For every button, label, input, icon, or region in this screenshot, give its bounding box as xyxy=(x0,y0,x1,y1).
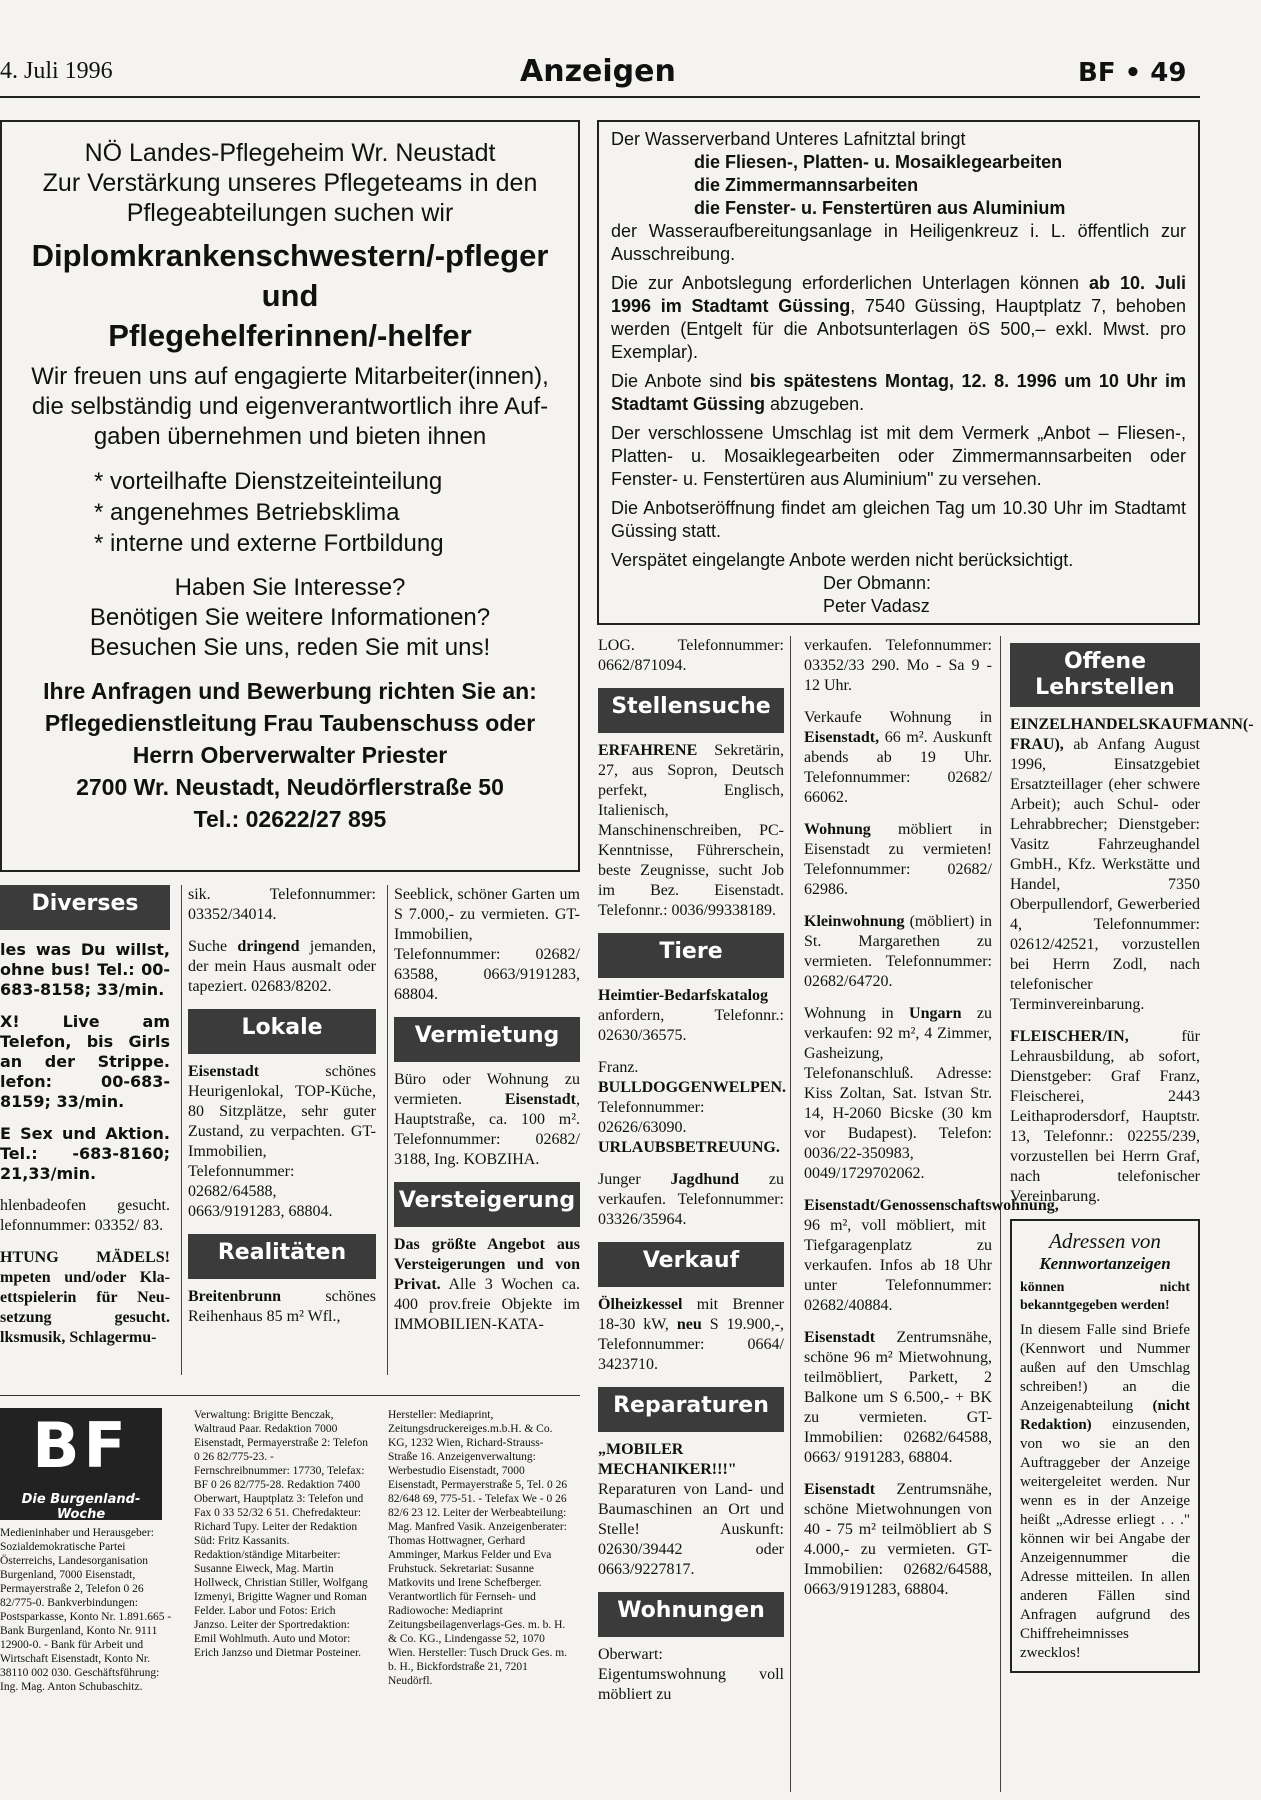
column-separator xyxy=(1000,636,1001,1792)
ad-pflegeheim xyxy=(0,120,580,872)
ad-job-title: und xyxy=(261,278,319,313)
category-band: Offene Lehrstellen xyxy=(1010,643,1200,707)
ad-line: Benötigen Sie weitere Informationen? xyxy=(89,604,491,631)
category-band: Wohnungen xyxy=(598,1592,784,1637)
ad-bullet: * angenehmes Betriebsklima xyxy=(94,499,400,526)
ad-signature: Der Obmann: xyxy=(823,573,932,593)
notice-title: Kennwortanzeigen xyxy=(1039,1254,1171,1273)
category-band: Verkauf xyxy=(598,1242,784,1287)
ad-contact: Tel.: 02622/27 895 xyxy=(193,806,387,832)
imprint-editorial: Verwaltung: Brigitte Benczak, Waltraud Paar. Redaktion 7000 Eisenstadt, Permayerstraße 2: Telefon 0 26 82/775-23. - Fernschreibnummer: 17730, Telefax: BF 0 26 82/775-28. Redaktion 7400 Oberwart, Hauptplatz 3: Telefon und Fax 0 33 52/32 6 51. Chefredakteur: Richard Tupy. Leiter der Redaktion Süd: Fritz Kassanits. Redaktion/ständige Mitarbeiter: Susanne Eiweck, Mag. Martin Hollweck, Christian Stiller, Wolfgang Izmenyi, Brigitte Wagner und Roman Felder. Labor und Fotos: Erich Janzso. Leiter der Sportredaktion: Emil Wohlmuth. Auto und Motor: Erich Janzso und Dietmar Posteiner. xyxy=(194,1409,368,1659)
ad-paragraph: Der verschlossene Umschlag ist mit dem Vermerk „Anbot – Fliesen-, Platten- u. Mosaiklegearbeiten oder Zimmermannsarbeiten oder Fenster- u. Fenstertüren aus Aluminium" zu versehen. xyxy=(611,423,1186,489)
classified-ad: Breitenbrunn schönes Reihenhaus 85 m² Wfl., xyxy=(188,1288,376,1325)
category-band: Stellensuche xyxy=(598,688,784,733)
page-number: BF • 49 xyxy=(1078,58,1187,88)
classified-ad: X! Live am Telefon, bis Girls an der Strippe. lefon: 00-683-8159; 33/min. xyxy=(0,1012,170,1111)
classified-ad: Oberwart: Eigentumswohnung voll möbliert zu xyxy=(598,1646,784,1703)
ad-contact: Pflegedienstleitung Frau Taubenschuss oder xyxy=(44,710,536,736)
classified-ad: Eisenstadt Zentrumsnähe, schöne 96 m² Mietwohnung, teilmöbliert, Parkett, 2 Balkone um S 6.500,- + BK zu vermieten. GT-Immobilien: 02682/64588, 0663/ 9191283, 68804. xyxy=(804,1329,992,1466)
classified-ad: ERFAHRENE Sekretärin, 27, aus Sopron, Deutsch perfekt, Englisch, Italienisch, Manschinenschreiben, PC-Kenntnisse, Führerschein, beste Zeugnisse, sucht Job im Bez. Eisenstadt. Telefonnr.: 0036/99338189. xyxy=(598,742,784,919)
imprint-rule xyxy=(0,1395,580,1396)
classified-ad: E Sex und Aktion. Tel.: -683-8160; 21,33/min. xyxy=(0,1124,170,1183)
classified-ad: sik. Telefonnummer: 03352/34014. xyxy=(188,886,376,923)
notice-title: Adressen von xyxy=(1049,1229,1161,1253)
notice-subtitle: können nicht bekanntgegeben werden! xyxy=(1020,1280,1190,1313)
bf-logo xyxy=(0,1408,162,1520)
classified-ad: Kleinwohnung (möbliert) in St. Margarethen zu vermieten. Telefonnummer: 02682/64720. xyxy=(804,913,992,990)
ad-contact: 2700 Wr. Neustadt, Neudörflerstraße 50 xyxy=(76,774,504,800)
ad-line: Wir freuen uns auf engagierte Mitarbeiter(innen), xyxy=(31,363,549,390)
classified-ad: Wohnung möbliert in Eisenstadt zu vermieten! Telefonnummer: 02682/ 62986. xyxy=(804,821,992,898)
ad-line: NÖ Landes-Pflegeheim Wr. Neustadt xyxy=(84,139,496,167)
category-band: Lokale xyxy=(188,1009,376,1054)
ad-paragraph: Die Anbotseröffnung findet am gleichen Tag um 10.30 Uhr im Stadtamt Güssing statt. xyxy=(611,498,1186,541)
column-separator xyxy=(387,885,388,1375)
classified-ad: FLEISCHER/IN, für Lehrausbildung, ab sofort, Dienstgeber: Graf Franz, Fleischerei, 2443 Leithaprodersdorf, Hauptstr. 13, Telefonnr.: 02255/239, vorzustellen bei Herrn Graf, nach telefonischer Vereinbarung. xyxy=(1010,1028,1200,1205)
ad-paragraph: Verspätet eingelangte Anbote werden nicht berücksichtigt. xyxy=(611,550,1074,570)
ad-paragraph: Die zur Anbotslegung erforderlichen Unterlagen können ab 10. Juli 1996 im Stadtamt Güssing, 7540 Güssing, Hauptplatz 7, behoben werden (Entgelt für die Anbotsunterlagen öS 500,– exkl. Mwst. pro Exemplar). xyxy=(611,273,1186,362)
ad-bullet: * interne und externe Fortbildung xyxy=(94,530,444,557)
classified-ad: Ölheizkessel mit Brenner 18-30 kW, neu S 19.900,-, Telefonnummer: 0664/ 3423710. xyxy=(598,1296,784,1373)
ad-paragraph: Die Anbote sind bis spätestens Montag, 12. 8. 1996 um 10 Uhr im Stadtamt Güssing abzugeben. xyxy=(611,371,1186,414)
classified-ad: Suche dringend jemanden, der mein Haus ausmalt oder tapeziert. 02683/8202. xyxy=(188,938,376,995)
ad-wasserverband xyxy=(597,120,1200,625)
ad-signature: Peter Vadasz xyxy=(823,596,930,616)
classified-ad: les was Du willst, ohne bus! Tel.: 00-683-8158; 33/min. xyxy=(0,940,170,999)
column-separator xyxy=(790,636,791,1792)
category-band: Realitäten xyxy=(188,1234,376,1279)
imprint-production: Hersteller: Mediaprint, Zeitungsdruckereiges.m.b.H. & Co. KG, 1232 Wien, Richard-Strauss-Straße 16. Anzeigenverwaltung: Werbestudio Eisenstadt, 7000 Eisenstadt, Permayerstraße 5, Tel. 0 26 82/648 69, 775-51. - Telefax We - 0 26 82/6 23 12. Leiter der Werbeabteilung: Mag. Manfred Vasik. Anzeigenberater: Thomas Hottwagner, Gerhard Amminger, Markus Felder und Eva Fruhstuck. Sekretariat: Susanne Matkovits und Irene Schefberger. Verantwortlich für Fernseh- und Radiowoche: Mediaprint Zeitungsbeilagenverlags-Ges. m. b. H. & Co. KG., Lindengasse 52, 1070 Wien. Hersteller: Tusch Druck Ges. m. b. H., Bickfordstraße 21, 7201 Neudörfl. xyxy=(388,1409,568,1687)
classified-ad: hlenbadeofen gesucht. lefonnummer: 03352/ 83. xyxy=(0,1197,170,1234)
section-title: Anzeigen xyxy=(520,54,676,89)
ad-line: Pflegeabteilungen suchen wir xyxy=(126,199,454,227)
ad-job-title: Pflegehelferinnen/-helfer xyxy=(108,318,472,353)
classified-ad: LOG. Telefonnummer: 0662/871094. xyxy=(598,637,784,674)
ad-line: Haben Sie Interesse? xyxy=(174,574,406,601)
column-separator xyxy=(181,885,182,1375)
ad-work-item: die Fliesen-, Platten- u. Mosaiklegearbeiten xyxy=(694,152,1063,172)
column-wohnungen xyxy=(804,636,1059,1612)
classified-ad: HTUNG MÄDELS! mpeten und/oder Kla- ettspielerin für Neu- setzung gesucht. lksmusik, Schlagermu- xyxy=(0,1249,170,1346)
classified-ad: Eisenstadt/Genossenschaftswohnung, 96 m², voll möbliert, mit Tiefgaragenplatz zu verkaufen. Infos ab 18 Uhr unter Telefonnummer: 02682/40884. xyxy=(804,1197,1059,1314)
category-band: Vermietung xyxy=(394,1017,580,1062)
notice-text: In diesem Falle sind Briefe (Kennwort und Nummer außen auf den Umschlag schreiben!) an die Anzeigenabteilung (nicht Redaktion) einzusenden, von wo sie an den Auftraggeber der Anzeige weitergeleitet werden. Nur wenn es in der Anzeige heißt „Adresse erliegt . . ." können wir bei Angabe der Anzeigennummer die Adresse mitteilen. In allen anderen Fällen sind Anfragen aufgrund des Chiffreheimnisses zwecklos! xyxy=(1020,1322,1190,1661)
classified-ad: Franz. BULLDOGGENWELPEN. Telefonnummer: 02626/63090. URLAUBSBETREUUNG. xyxy=(598,1059,787,1156)
ad-contact: Ihre Anfragen und Bewerbung richten Sie an: xyxy=(43,678,537,704)
category-band: Diverses xyxy=(0,885,170,930)
classified-ad: Das größte Angebot aus Versteigerungen und von Privat. Alle 3 Wochen ca. 400 prov.freie Objekte im IMMOBILIEN-KATA- xyxy=(394,1236,580,1333)
header-rule xyxy=(0,96,1200,98)
logo-text: BF xyxy=(32,1409,130,1482)
category-band: Versteigerung xyxy=(394,1182,580,1227)
logo-tagline: Die Burgenland-Woche xyxy=(21,1492,141,1522)
ad-paragraph: der Wasseraufbereitungsanlage in Heiligenkreuz i. L. öffentlich zur Ausschreibung. xyxy=(611,221,1186,264)
ad-work-item: die Fenster- u. Fenstertüren aus Aluminium xyxy=(694,198,1066,218)
issue-date: 4. Juli 1996 xyxy=(0,58,113,84)
ad-line: Zur Verstärkung unseres Pflegeteams in den xyxy=(42,169,538,197)
classified-ad: Büro oder Wohnung zu vermieten. Eisenstadt, Hauptstraße, ca. 100 m². Telefonnummer: 02682/ 3188, Ing. KOBZIHA. xyxy=(394,1071,580,1168)
column-lehrstellen xyxy=(1010,643,1254,1673)
classified-ad: Heimtier-Bedarfskatalog anfordern, Telefonnr.: 02630/36575. xyxy=(598,987,784,1044)
column-lokale xyxy=(188,885,376,1339)
ad-line: Besuchen Sie uns, reden Sie mit uns! xyxy=(89,634,491,661)
column-vermietung xyxy=(394,885,580,1347)
classified-ad: Wohnung in Ungarn zu verkaufen: 92 m², 4 Zimmer, Gasheizung, Telefonanschluß. Adresse: Kiss Zoltan, Sat. Istvan Str. 14, H-2060 Bicske (30 km vor Budapest). Telefon: 0036/22-350983, 0049/1729702062. xyxy=(804,1005,992,1182)
ad-bullet: * vorteilhafte Dienstzeiteinteilung xyxy=(94,468,443,495)
classified-ad: verkaufen. Telefonnummer: 03352/33 290. Mo - Sa 9 - 12 Uhr. xyxy=(804,637,992,694)
ad-contact: Herrn Oberverwalter Priester xyxy=(132,742,448,768)
classified-ad: Eisenstadt schönes Heurigenlokal, TOP-Küche, 80 Sitzplätze, sehr guter Zustand, zu verpachten. GT-Immobilien, Telefonnummer: 02682/64588, 0663/9191283, 68804. xyxy=(188,1063,376,1220)
notice-kennwortanzeigen xyxy=(1010,1219,1200,1673)
ad-line: gaben übernehmen und bieten ihnen xyxy=(93,423,487,450)
classified-ad: Verkaufe Wohnung in Eisenstadt, 66 m². Auskunft abends ab 19 Uhr. Telefonnummer: 02682/ 66062. xyxy=(804,709,992,806)
classified-ad: „MOBILER MECHANIKER!!!" Reparaturen von Land- und Baumaschinen an Ort und Stelle! Auskunft: 02630/39442 oder 0663/9227817. xyxy=(598,1441,784,1578)
ad-intro: Der Wasserverband Unteres Lafnitztal bringt xyxy=(611,129,966,149)
ad-work-item: die Zimmermannsarbeiten xyxy=(694,175,919,195)
ad-line: die selbständig und eigenverantwortlich ihre Auf- xyxy=(31,393,549,420)
column-diverses xyxy=(0,885,170,1360)
ad-job-title: Diplomkrankenschwestern/-pfleger xyxy=(31,238,549,273)
category-band: Tiere xyxy=(598,933,784,978)
classified-ad: Junger Jagdhund zu verkaufen. Telefonnummer: 03326/35964. xyxy=(598,1171,784,1228)
imprint-publisher: Medieninhaber und Herausgeber: Sozialdemokratische Partei Österreichs, Landesorganisation Burgenland, 7000 Eisenstadt, Permayerstraße 2, Telefon 0 26 82/775-0. Bankverbindungen: Postsparkasse, Konto Nr. 1.891.665 - Bank Burgenland, Konto Nr. 9111 12900-0. - Bank für Arbeit und Wirtschaft Eisenstadt, Konto Nr. 38110 002 030. Geschäftsführung: Ing. Mag. Anton Schubaschitz. xyxy=(0,1527,172,1693)
column-stellensuche xyxy=(598,636,787,1717)
category-band: Reparaturen xyxy=(598,1387,784,1432)
classified-ad: Seeblick, schöner Garten um S 7.000,- zu vermieten. GT-Immobilien, Telefonnummer: 02682/ 63588, 0663/9191283, 68804. xyxy=(394,886,580,1003)
classified-ad: EINZELHANDELSKAUFMANN(-FRAU), ab Anfang August 1996, Einsatzgebiet Ersatzteillager (eher schwere Arbeit); auch Schul- oder Lehrabbrecher; Dienstgeber: Vasitz Fahrzeughandel GmbH., Kfz. Werkstätte und Handel, 7350 Oberpullendorf, Gewerberied 4, Telefonnummer: 02612/42521, vorzustellen bei Herrn Zodl, nach telefonischer Terminvereinbarung. xyxy=(1010,716,1254,1013)
classified-ad: Eisenstadt Zentrumsnähe, schöne Mietwohnungen von 40 - 75 m² teilmöbliert ab S 4.000,- zu vermieten. GT-Immobilien: 02682/64588, 0663/9191283, 68804. xyxy=(804,1481,992,1598)
